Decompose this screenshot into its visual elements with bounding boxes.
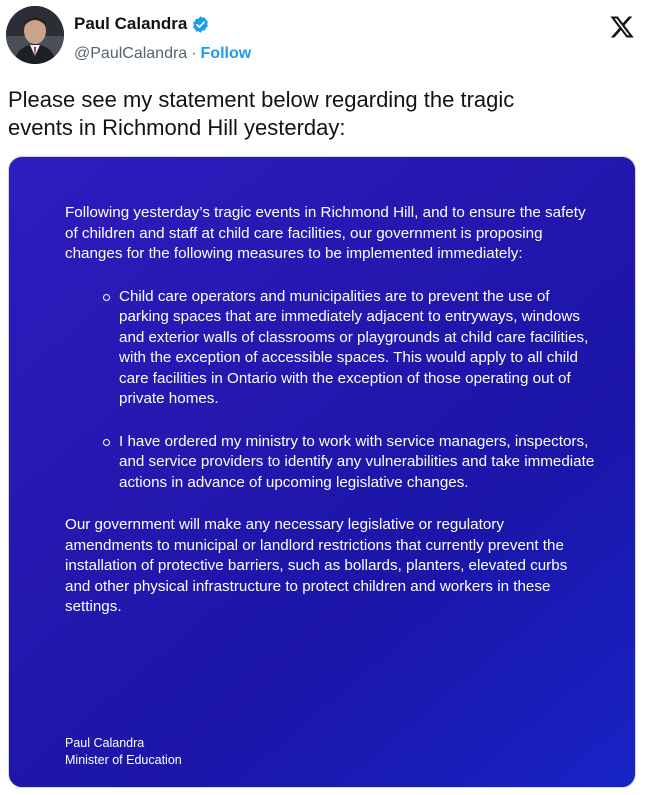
statement-image[interactable] [8,156,636,788]
statement-signature [65,735,182,769]
signature-name: Paul Calandra [65,736,145,750]
signature-title: Minister of Education [65,753,182,767]
author-handle-row [74,45,251,63]
statement-intro: Following yesterday’s tragic events in Richmond Hill, and to ensure the safety of children and staff at child care facilities, our government is proposing changes for the following measures to be implemented immediately: [65,204,586,262]
statement-bullet: I have ordered my ministry to work with service managers, inspectors, and service providers to identify any vulnerabilities and take immediate actions in advance of upcoming legislative changes. [103,432,595,494]
statement-body [65,203,595,640]
handle-separator: · [191,45,197,62]
avatar-image [6,6,64,64]
tweet-text: Please see my statement below regarding the tragic events in Richmond Hill yesterday: [8,87,515,140]
statement-bullet-list [65,287,595,494]
author-name-row [74,14,210,34]
follow-button[interactable]: Follow [200,45,252,62]
author-handle[interactable]: @PaulCalandra [74,45,188,62]
x-logo-icon[interactable] [609,14,635,40]
statement-closing: Our government will make any necessary legislative or regulatory amendments to municipal or landlord restrictions that currently prevent the installation of protective barriers, such as bollards, planters, elevated curbs and other physical infrastructure to protect children and workers in these settings. [65,516,568,615]
verified-badge-icon [191,15,210,34]
author-display-name[interactable]: Paul Calandra [74,14,188,33]
statement-bullet: Child care operators and municipalities are to prevent the use of parking spaces that are immediately adjacent to entryways, windows and exterior walls of classrooms or playgrounds at child care facilities, with the exception of accessible spaces. This would apply to all child care facilities in Ontario with the exception of those operating out of private homes. [103,287,595,410]
avatar[interactable] [6,6,64,64]
